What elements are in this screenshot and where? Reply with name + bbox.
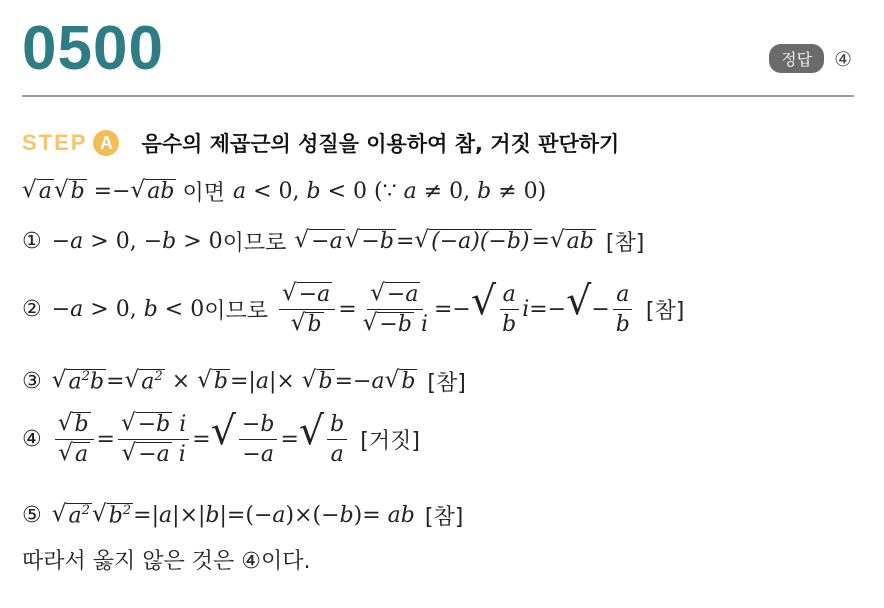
answer-box bbox=[769, 44, 852, 73]
option-4-marker: ④ bbox=[22, 427, 42, 453]
option-3-marker: ③ bbox=[22, 369, 42, 394]
option-2-verdict: [참] bbox=[645, 299, 685, 325]
step-tag: STEP bbox=[22, 130, 88, 155]
divider bbox=[22, 95, 854, 97]
option-2-marker: ② bbox=[22, 297, 42, 323]
option-5-line: ⑤ √ $a^2$ √ $b^2$ =| a |×| b |=(− a )×(− b )= ab [참] bbox=[22, 500, 464, 530]
premise-line: √ a √ b =− √ ab 이면 a < 0, b < 0 (∵ a ≠ 0, b ≠ 0) bbox=[22, 176, 547, 206]
option-3-line: ③ √ $a^2b$ = √ $a^2$ × √ b =| a |× √ b =− a √ b [참] bbox=[22, 366, 466, 396]
option-1-marker: ① bbox=[22, 229, 42, 254]
conclusion-text: 따라서 옳지 않은 것은 ④이다. bbox=[22, 549, 311, 574]
option-4-verdict: [거짓] bbox=[360, 429, 420, 455]
answer-value: ④ bbox=[834, 46, 852, 71]
option-2-line: ② − a > 0, b < 0 이므로 √ −a √ b = √ −a √ −b i =− √ $\frac{a}{b}$ i =− √ − $\frac{a}{b}$ [참] bbox=[22, 278, 685, 338]
because-symbol: (∵ bbox=[374, 179, 397, 204]
option-5-marker: ⑤ bbox=[22, 503, 42, 528]
step-title: 음수의 제곱근의 성질을 이용하여 참, 거짓 판단하기 bbox=[141, 132, 620, 156]
step-badge: A bbox=[93, 130, 119, 156]
option-1-reason: 이므로 bbox=[222, 231, 287, 256]
option-5-verdict: [참] bbox=[424, 505, 464, 530]
option-3-verdict: [참] bbox=[427, 371, 466, 396]
option-4-line: ④ √ b √ a = √ −b i √ −a i = √ $\frac{-b}{-a}$ = √ $\frac{b}{a}$ [거짓] bbox=[22, 408, 420, 468]
option-1-line: ① − a > 0, − b > 0 이므로 √ −a √ −b = √ (−a)(−b) = √ ab [참] bbox=[22, 226, 645, 256]
problem-number: 0500 bbox=[22, 14, 164, 83]
if-then-text: 이면 bbox=[182, 181, 225, 206]
step-header bbox=[22, 128, 619, 158]
option-1-verdict: [참] bbox=[605, 231, 645, 256]
option-2-reason: 이므로 bbox=[204, 299, 268, 325]
answer-label: 정답 bbox=[769, 44, 824, 73]
